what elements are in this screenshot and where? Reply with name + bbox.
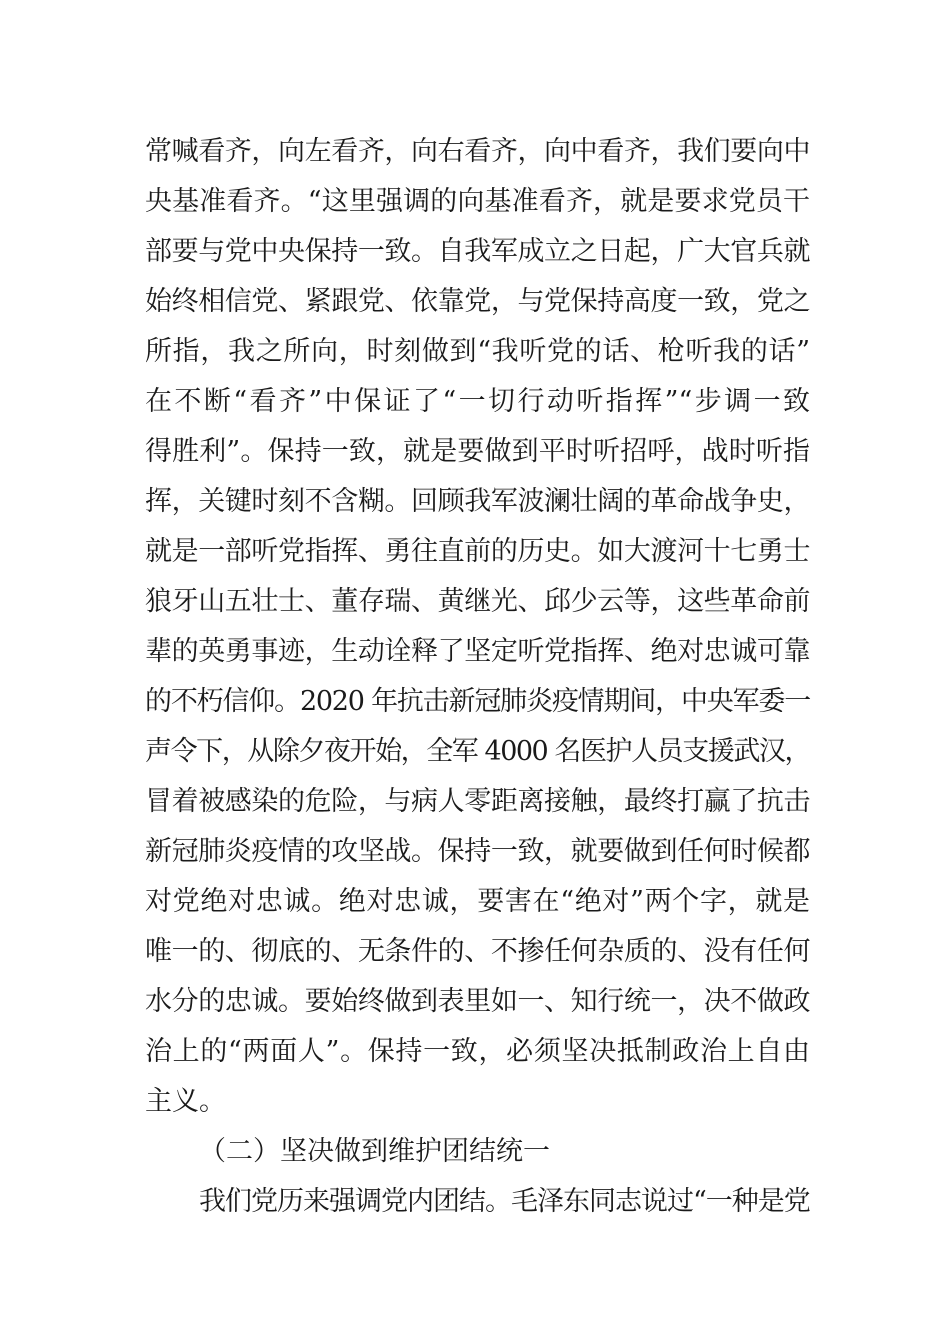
text-line: 辈的英勇事迹，生动诠释了坚定听党指挥、绝对忠诚可靠	[145, 636, 810, 667]
text-line: 新冠肺炎疫情的攻坚战。保持一致，就要做到任何时候都	[145, 836, 810, 867]
text-line: 对党绝对忠诚。绝对忠诚，要害在“绝对”两个字，就是	[145, 886, 810, 917]
body-text	[145, 127, 810, 1227]
text-line: 挥，关键时刻不含糊。回顾我军波澜壮阔的革命战争史，	[145, 486, 810, 517]
text-line: 的不朽信仰。2020 年抗击新冠肺炎疫情期间，中央军委一	[145, 686, 810, 717]
text-line: 我们党历来强调党内团结。毛泽东同志说过“一种是党	[199, 1186, 810, 1217]
text-line: 在不断“看齐”中保证了“一切行动听指挥”“步调一致	[145, 386, 810, 417]
text-line: 声令下，从除夕夜开始，全军 4000 名医护人员支援武汉，	[145, 736, 810, 767]
text-line: 狼牙山五壮士、董存瑞、黄继光、邱少云等，这些革命前	[145, 586, 810, 617]
text-line: 所指，我之所向，时刻做到“我听党的话、枪听我的话”	[145, 336, 810, 367]
text-line: 治上的“两面人”。保持一致，必须坚决抵制政治上自由	[145, 1036, 810, 1067]
text-line: 常喊看齐，向左看齐，向右看齐，向中看齐，我们要向中	[145, 136, 810, 167]
text-line: 央基准看齐。“这里强调的向基准看齐，就是要求党员干	[145, 186, 810, 217]
text-line: 部要与党中央保持一致。自我军成立之日起，广大官兵就	[145, 236, 810, 267]
text-line: 得胜利”。保持一致，就是要做到平时听招呼，战时听指	[145, 436, 810, 467]
text-line: 始终相信党、紧跟党、依靠党，与党保持高度一致，党之	[145, 286, 810, 317]
text-line: 水分的忠诚。要始终做到表里如一、知行统一，决不做政	[145, 986, 810, 1017]
text-line: 唯一的、彻底的、无条件的、不掺任何杂质的、没有任何	[145, 936, 810, 967]
text-line: 冒着被感染的危险，与病人零距离接触，最终打赢了抗击	[145, 786, 810, 817]
section-heading: （二）坚决做到维护团结统一	[199, 1136, 550, 1167]
text-line: 主义。	[145, 1086, 226, 1117]
text-line: 就是一部听党指挥、勇往直前的历史。如大渡河十七勇士	[145, 536, 810, 567]
